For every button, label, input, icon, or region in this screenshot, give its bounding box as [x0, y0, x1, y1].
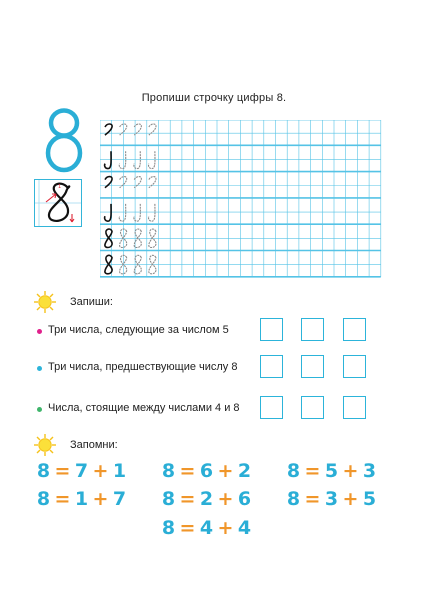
equation-number: 7: [112, 488, 127, 510]
sun-icon: [34, 291, 56, 313]
equation-number: 6: [237, 488, 252, 510]
equation-operator: =: [54, 460, 71, 482]
equation-number: 8: [161, 517, 176, 539]
equation: [284, 488, 379, 510]
task-bullet: [37, 366, 42, 371]
equation-operator: =: [304, 460, 321, 482]
equation-number: 8: [161, 488, 176, 510]
practice-grid: [100, 120, 382, 278]
equation-number: 2: [237, 460, 252, 482]
equation-operator: +: [342, 488, 359, 510]
equation-operator: =: [179, 488, 196, 510]
equation-number: 5: [362, 488, 377, 510]
equation-operator: +: [342, 460, 359, 482]
equation-operator: +: [92, 460, 109, 482]
equation-number: 8: [286, 488, 301, 510]
equation-number: 8: [161, 460, 176, 482]
svg-text:1: 1: [58, 184, 62, 190]
answer-box[interactable]: [301, 355, 324, 378]
write-section-label: Запиши:: [70, 296, 113, 308]
equation-number: 1: [74, 488, 89, 510]
equation-operator: +: [92, 488, 109, 510]
answer-box[interactable]: [260, 396, 283, 419]
equation: [34, 488, 129, 510]
sample-digit-stroke: [119, 151, 125, 168]
big-digit-eight: [36, 106, 92, 174]
equation: [159, 517, 254, 539]
sample-digit-stroke: [149, 151, 155, 168]
task-bullet: [37, 407, 42, 412]
sample-digit-stroke: [105, 177, 112, 188]
answer-box[interactable]: [260, 318, 283, 341]
equation-operator: =: [54, 488, 71, 510]
equation: [159, 488, 254, 510]
page-title: Пропиши строчку цифры 8.: [141, 92, 287, 104]
equation-number: 4: [237, 517, 252, 539]
equation: [284, 460, 379, 482]
remember-section-label: Запомни:: [70, 439, 118, 451]
equation-operator: +: [217, 460, 234, 482]
sun-icon: [34, 434, 56, 456]
task-text: Три числа, следующие за числом 5: [48, 324, 229, 336]
equation-number: 2: [199, 488, 214, 510]
equation: [34, 460, 129, 482]
sample-digit-stroke: [105, 204, 111, 221]
answer-box[interactable]: [343, 396, 366, 419]
equation-number: 4: [199, 517, 214, 539]
equation-operator: =: [179, 517, 196, 539]
task-text: Числа, стоящие между числами 4 и 8: [48, 402, 240, 414]
sample-digit-stroke: [149, 177, 156, 188]
equation-operator: +: [217, 517, 234, 539]
answer-box[interactable]: [301, 396, 324, 419]
equation-number: 8: [286, 460, 301, 482]
equation-number: 8: [36, 460, 51, 482]
equation-number: 6: [199, 460, 214, 482]
task-bullet: [37, 329, 42, 334]
sample-digit-stroke: [119, 204, 125, 221]
equation-number: 3: [324, 488, 339, 510]
answer-box[interactable]: [260, 355, 283, 378]
sample-digit-stroke: [149, 124, 156, 135]
equation-number: 8: [36, 488, 51, 510]
equation-number: 7: [74, 460, 89, 482]
stroke-order-box: [34, 179, 82, 227]
stroke-order-eight-icon: [35, 180, 81, 226]
sample-digit-stroke: [149, 204, 155, 221]
equation-number: 1: [112, 460, 127, 482]
equation-number: 5: [324, 460, 339, 482]
task-text: Три числа, предшествующие числу 8: [48, 361, 238, 373]
answer-box[interactable]: [343, 318, 366, 341]
answer-box[interactable]: [343, 355, 366, 378]
sample-digit-stroke: [105, 151, 111, 168]
answer-box[interactable]: [301, 318, 324, 341]
equation-operator: =: [304, 488, 321, 510]
equation-number: 3: [362, 460, 377, 482]
equation-operator: +: [217, 488, 234, 510]
equation: [159, 460, 254, 482]
sample-digit-stroke: [105, 124, 112, 135]
equation-operator: =: [179, 460, 196, 482]
